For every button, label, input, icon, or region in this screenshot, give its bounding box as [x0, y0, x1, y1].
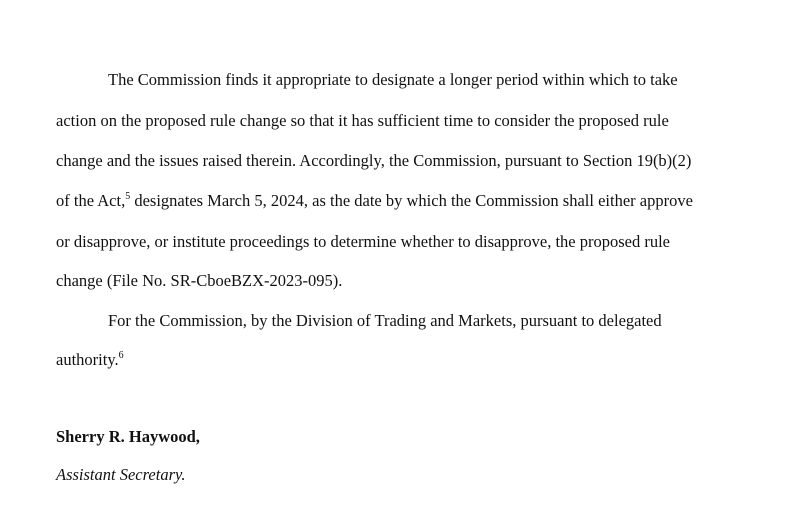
footnote-ref-6: 6: [118, 349, 124, 361]
paragraph-1-line-4: [56, 191, 693, 211]
paragraph-1-line-5: or disapprove, or institute proceedings to determine whether to disapprove, the proposed rule: [56, 232, 670, 251]
paragraph-2-line-2: [56, 350, 124, 370]
paragraph-2-line-2-text: authority.: [56, 350, 119, 369]
signatory-title: Assistant Secretary.: [56, 465, 186, 484]
footnote-ref-5: 5: [125, 190, 131, 202]
paragraph-1-line-2: action on the proposed rule change so that it has sufficient time to consider the proposed rule: [56, 111, 669, 130]
paragraph-1-line-3: change and the issues raised therein. Accordingly, the Commission, pursuant to Section 19(b)(2): [56, 151, 692, 170]
paragraph-1-line-4-end: designates March 5, 2024, as the date by which the Commission shall either approve: [130, 191, 693, 210]
signatory-name: Sherry R. Haywood,: [56, 427, 200, 446]
paragraph-1-line-1: The Commission finds it appropriate to designate a longer period within which to take: [108, 70, 678, 89]
paragraph-2-line-1: For the Commission, by the Division of Trading and Markets, pursuant to delegated: [108, 311, 662, 330]
paragraph-1-line-4-start: of the Act,: [56, 191, 126, 210]
paragraph-1-line-6: change (File No. SR-CboeBZX-2023-095).: [56, 271, 343, 290]
